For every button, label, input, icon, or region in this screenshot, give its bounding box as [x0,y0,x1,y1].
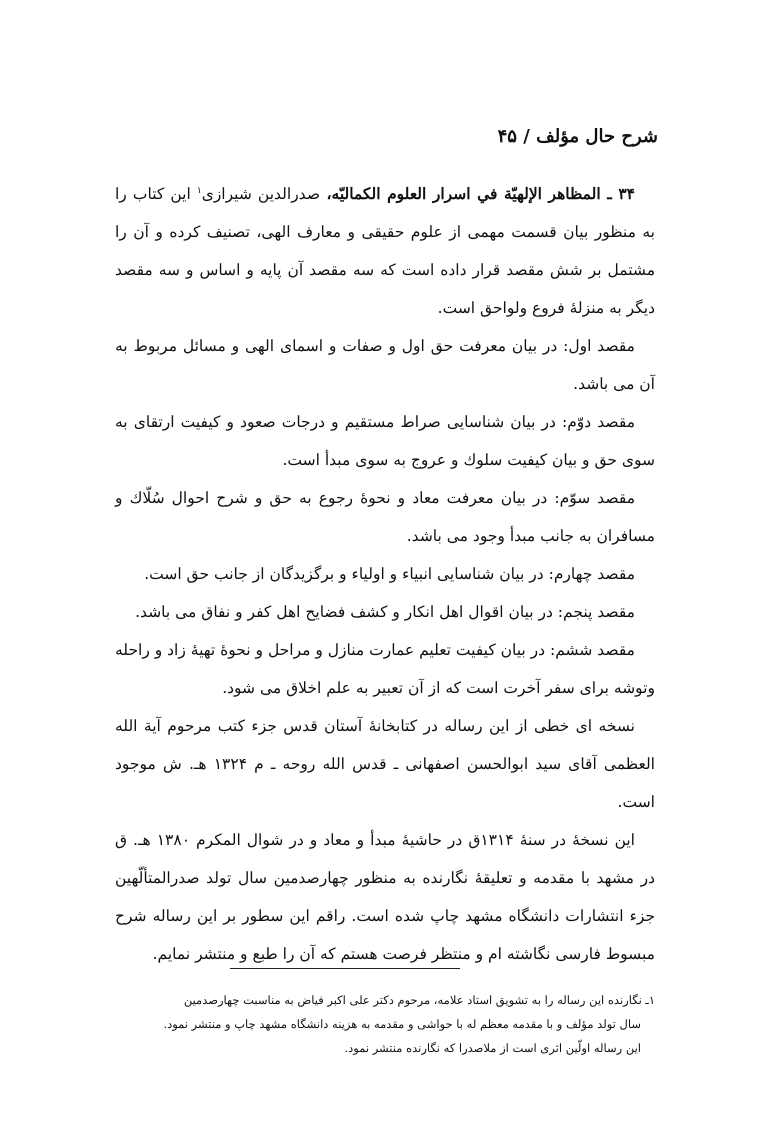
running-head: شرح حال مؤلف / ۴۵ [497,126,658,147]
paragraph-maqsad-5: مقصد پنجم: در بیان اقوال اهل انکار و کشف فضایح اهل کفر و نفاق می باشد. [135,603,635,622]
paragraph-intro [115,172,655,327]
author-name: صدرالدين شيرازى [201,185,320,204]
paragraph-maqsad-1: مقصد اول: در بیان معرفت حق اول و صفات و اسمای الهی و مسائل مربوط به آن می باشد. [115,337,655,394]
footnote-line-2: سال تولد مؤلف و با مقدمه معظم له با حواشی و مقدمه به هزینه دانشگاه مشهد چاپ و منتشر نمود. [163,1017,641,1031]
footnote-line-3: این رساله اولّین اثری است از ملاصدرا که نگارنده منتشر نمود. [344,1041,641,1055]
paragraph-publication: این نسخهٔ در سنهٔ ۱۳۱۴ق در حاشیهٔ مبدأ و معاد و در شوال المکرم ۱۳۸۰ هـ. ق در مشهد با مقدمه و تعلیقهٔ نگارنده به منظور چهارصدمین سال تولد صدرالمتألّهین جزء انتشارات دانشگاه مشهد چاپ شده است. راقم این سطور بر این رساله شرح مبسوط فارسی نگاشته ام و منتظر فرصت هستم که آن را طبع و منتشر نمایم. [115,831,655,964]
paragraph-maqsad-4: مقصد چهارم: در بیان شناسایی انبیاء و اولیاء و برگزیدگان از جانب حق است. [144,565,635,584]
footnote-marker: ۱ [196,186,202,196]
footnote-divider [230,968,460,969]
footnote-line-1: ۱ـ نگارنده این رساله را به تشویق استاد علامه، مرحوم دکتر علی اکبر فیاض به مناسبت چهارصدمین [183,993,655,1007]
body-text [115,172,655,973]
footnotes [105,988,655,1060]
intro-text: این کتاب را به منظور بیان قسمت مهمی از علوم حقیقی و معارف الهی، تصنیف کرده و آن را مشتمل بر شش مقصد قرار داده است که سه مقصد آن پایه و اساس و سه مقصد دیگر به منزلهٔ فروع ولواحق است. [115,185,655,318]
paragraph-maqsad-6: مقصد ششم: در بیان کیفیت تعلیم عمارت منازل و مراحل و نحوهٔ تهیهٔ زاد و راحله وتوشه برای سفر آخرت است که از آن تعبیر به علم اخلاق می شود. [115,641,655,698]
paragraph-manuscript: نسخه ای خطی از این رساله در کتابخانهٔ آستان قدس جزء کتب مرحوم آیة الله العظمی آقای سید ابوالحسن اصفهانی ـ قدس الله روحه ـ م ۱۳۲۴ هـ. ش موجود است. [115,717,655,812]
paragraph-maqsad-3: مقصد سوّم: در بیان معرفت معاد و نحوهٔ رجوع به حق و شرح احوال سُلّاك و مسافران به جانب مبدأ وجود می باشد. [115,489,655,546]
book-title: ۳۴ ـ المظاهر الإلهيّة في اسرار العلوم الكماليّه، [319,184,635,204]
paragraph-maqsad-2: مقصد دوّم: در بیان شناسایی صراط مستقیم و درجات صعود و کیفیت ارتقای به سوی حق و بیان کیفیت سلوك و عروج به سوی مبدأ است. [115,413,655,470]
